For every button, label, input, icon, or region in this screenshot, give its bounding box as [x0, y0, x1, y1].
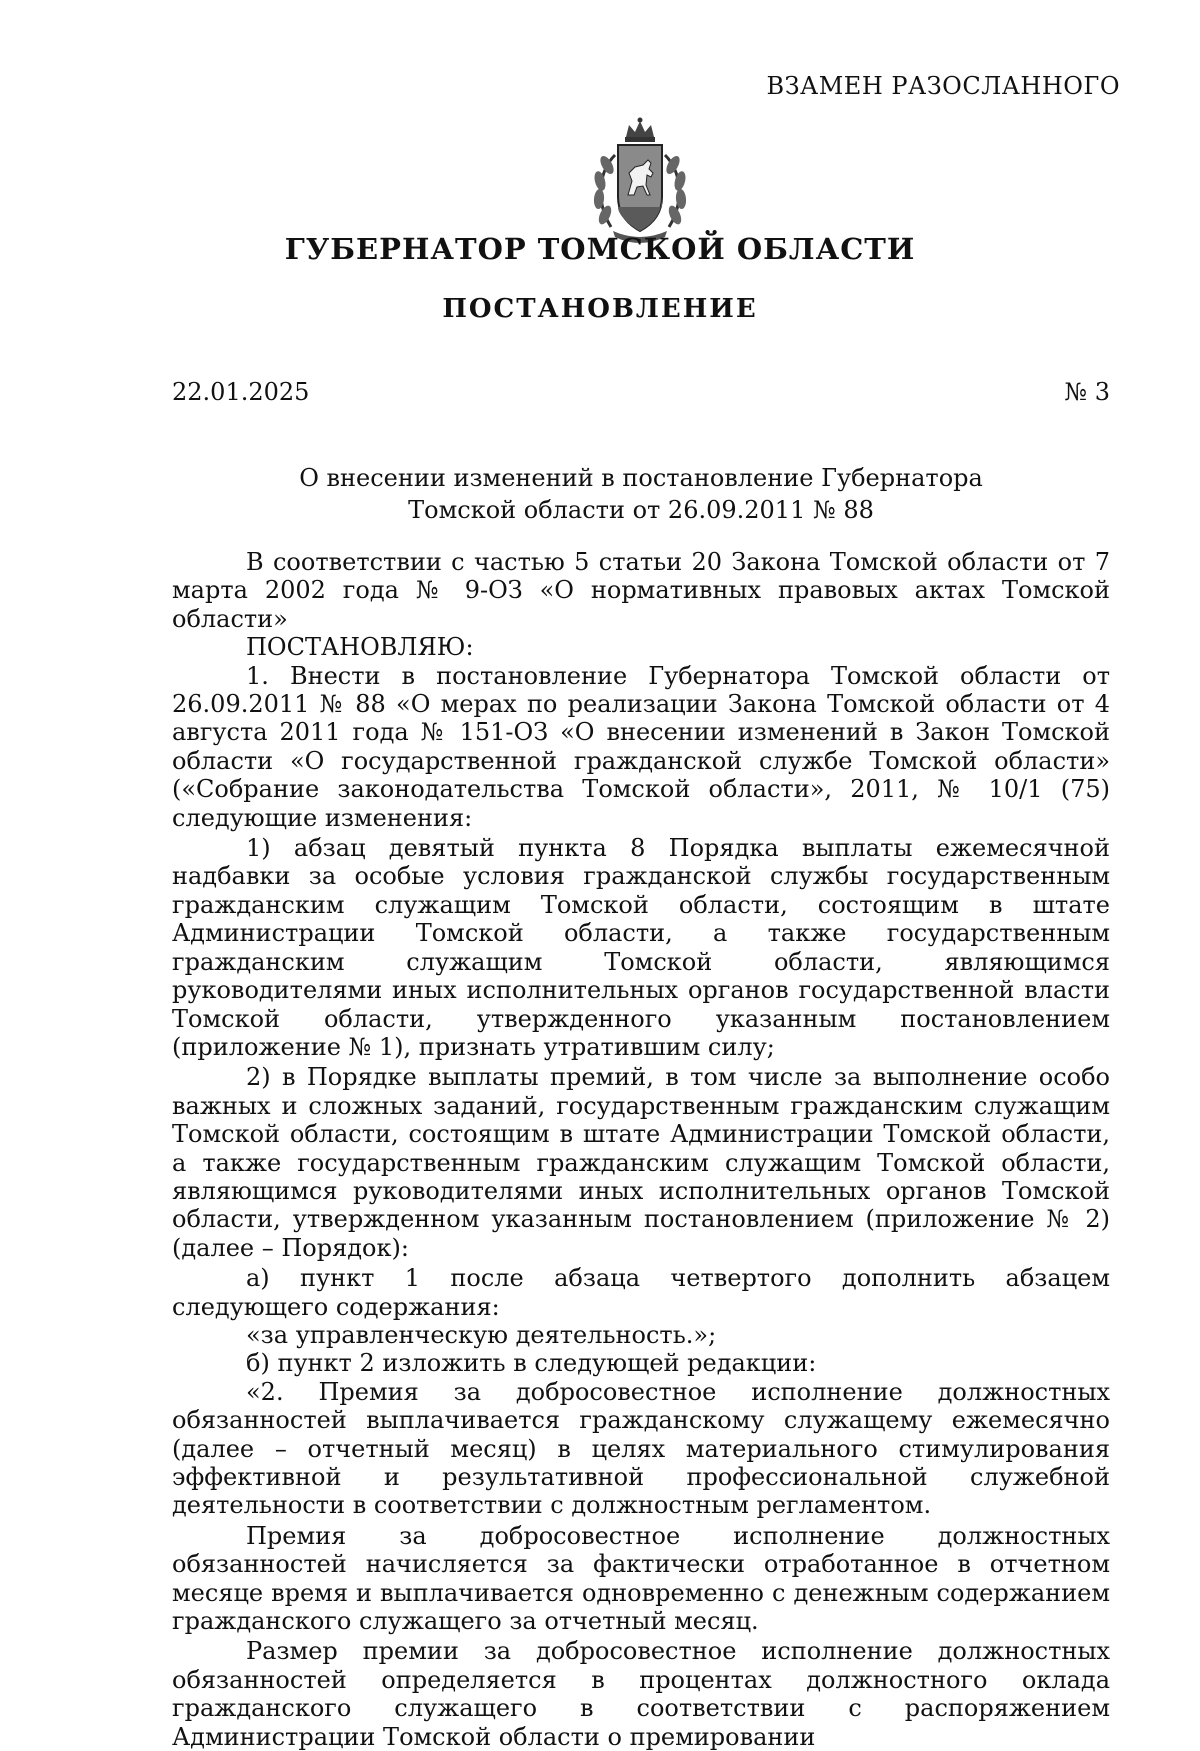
item-a-paragraph: а) пункт 1 после абзаца четвертого дополнить абзацем следующего содержания:	[172, 1264, 1110, 1321]
clause-1-paragraph: 1. Внести в постановление Губернатора Томской области от 26.09.2011 № 88 «О мерах по реализации Закона Томской области от 4 августа 2011 года № 151-ОЗ «О внесении изменений в Закон Томской области «О государственной гражданской службе Томской области» («Собрание законодательства Томской области», 2011, № 10/1 (75) следующие изменения:	[172, 661, 1110, 832]
document-subject	[172, 462, 1110, 526]
preamble-paragraph: В соответствии с частью 5 статьи 20 Закона Томской области от 7 марта 2002 года № 9-ОЗ «О нормативных правовых актах Томской области»	[172, 548, 1110, 633]
new-point-2-paragraph: «2. Премия за добросовестное исполнение должностных обязанностей выплачивается гражданскому служащему ежемесячно (далее – отчетный месяц) в целях материального стимулирования эффективной и результативной профессиональной служебной деятельности в соответствии с должностным регламентом.	[172, 1377, 1110, 1520]
decree-word: ПОСТАНОВЛЯЮ:	[246, 633, 474, 662]
tomsk-oblast-coat-of-arms-icon	[585, 115, 695, 247]
item-a-quote-paragraph: «за управленческую деятельность.»;	[246, 1320, 717, 1349]
bonus-size-paragraph: Размер премии за добросовестное исполнение должностных обязанностей определяется в процентах должностного оклада гражданского служащего в соответствии с распоряжением Администрации Томской области о премировании	[172, 1637, 1110, 1751]
document-body	[172, 548, 1110, 1751]
item-b-paragraph: б) пункт 2 изложить в следующей редакции:	[246, 1349, 817, 1378]
subclause-2-paragraph: 2) в Порядке выплаты премий, в том числе за выполнение особо важных и сложных заданий, государственным гражданским служащим Томской области, состоящим в штате Администрации Томской области, а также государственным гражданским служащим Томской области, являющимся руководителями иных исполнительных органов Томской области, утвержденном указанным постановлением (приложение № 2) (далее – Порядок):	[172, 1063, 1110, 1262]
document-date: 22.01.2025	[172, 378, 310, 406]
bonus-accrual-paragraph: Премия за добросовестное исполнение должностных обязанностей начисляется за фактически отработанное в отчетном месяце время и выплачивается одновременно с денежным содержанием гражданского служащего за отчетный месяц.	[172, 1521, 1110, 1636]
subclause-1-paragraph: 1) абзац девятый пункта 8 Порядка выплаты ежемесячной надбавки за особые условия гражданской службы государственным гражданским служащим Томской области, состоящим в штате Администрации Томской области, а также государственным гражданским служащим Томской области, являющимся руководителями иных исполнительных органов государственной власти Томской области, утвержденного указанным постановлением (приложение № 1), признать утратившим силу;	[172, 834, 1110, 1061]
subject-line-2: Томской области от 26.09.2011 № 88	[408, 496, 874, 524]
subject-line-1: О внесении изменений в постановление Губернатора	[299, 464, 983, 492]
replacement-stamp: ВЗАМЕН РАЗОСЛАННОГО	[766, 72, 1120, 100]
document-number: № 3	[1064, 378, 1110, 406]
issuing-authority: ГУБЕРНАТОР ТОМСКОЙ ОБЛАСТИ	[284, 232, 916, 266]
document-type: ПОСТАНОВЛЕНИЕ	[442, 294, 758, 324]
